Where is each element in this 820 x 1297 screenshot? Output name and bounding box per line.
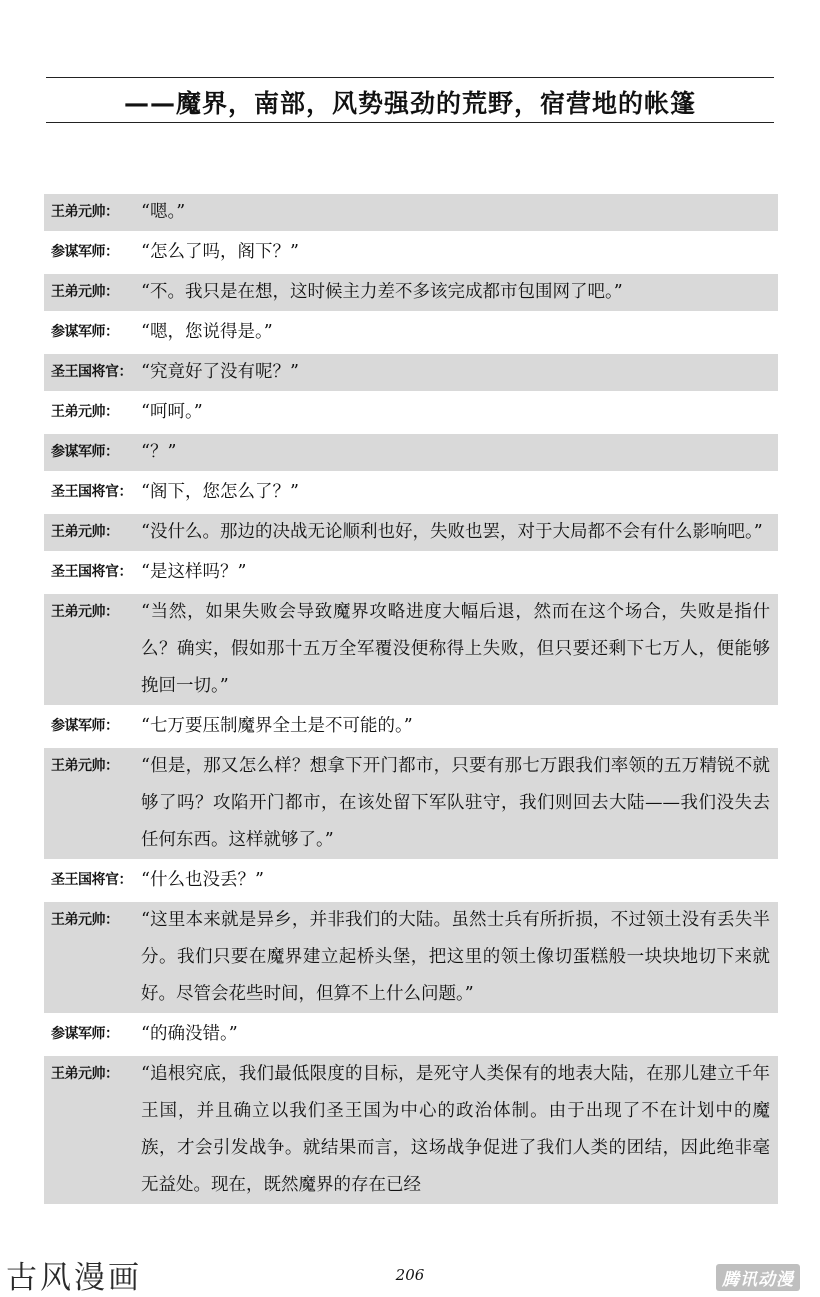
speaker-label: 王弟元帅： [51, 604, 119, 620]
dialogue-text: “阁下，您怎么了？” [141, 482, 299, 502]
dialogue-text: “追根究底，我们最低限度的目标，是死守人类保有的地表大陆，在那儿建立千年王国，并且确立以我们圣王国为中心的政治体制。由于出现了不在计划中的魔族，才会引发战争。就结果而言，这场战争促进了我们人类的团结，因此绝非毫无益处。现在，既然魔界的存在已经 [141, 1064, 770, 1195]
speaker-label: 王弟元帅： [51, 1066, 119, 1082]
dialogue-text: “但是，那又怎么样？想拿下开门都市，只要有那七万跟我们率领的五万精锐不就够了吗？攻陷开门都市，在该处留下军队驻守，我们则回去大陆——我们没失去任何东西。这样就够了。” [141, 756, 770, 850]
dialogue-row [44, 394, 778, 431]
speaker-label: 圣王国将官： [51, 484, 132, 500]
dialogue-row [44, 708, 778, 745]
speaker-label: 参谋军师： [51, 1026, 119, 1042]
dialogue-text: “呵呵。” [141, 402, 203, 422]
dialogue-text: “嗯，您说得是。” [141, 322, 273, 342]
dialogue-row [44, 594, 778, 705]
dialogue-text: “这里本来就是异乡，并非我们的大陆。虽然士兵有所折损，不过领土没有丢失半分。我们只要在魔界建立起桥头堡，把这里的领土像切蛋糕般一块块地切下来就好。尽管会花些时间，但算不上什么问题。” [141, 910, 770, 1004]
dialogue-row [44, 354, 778, 391]
dialogue-row [44, 314, 778, 351]
speaker-label: 参谋军师： [51, 324, 119, 340]
dialogue-row [44, 514, 778, 551]
dialogue-text: “嗯。” [141, 202, 186, 222]
dialogue-row [44, 194, 778, 231]
speaker-label: 王弟元帅： [51, 524, 119, 540]
speaker-label: 参谋军师： [51, 244, 119, 260]
dialogue-row [44, 902, 778, 1013]
dialogue-row [44, 234, 778, 271]
dialogue-row [44, 474, 778, 511]
speaker-label: 王弟元帅： [51, 284, 119, 300]
speaker-label: 圣王国将官： [51, 872, 132, 888]
watermark-logo-right: 腾讯动漫 [716, 1264, 800, 1291]
dialogue-row [44, 748, 778, 859]
dialogue-row [44, 554, 778, 591]
page-number: 206 [395, 1266, 425, 1284]
speaker-label: 王弟元帅： [51, 204, 119, 220]
dialogue-list [44, 194, 778, 1207]
speaker-label: 圣王国将官： [51, 564, 132, 580]
dialogue-text: “七万要压制魔界全土是不可能的。” [141, 716, 413, 736]
dialogue-text: “究竟好了没有呢？” [141, 362, 299, 382]
dialogue-text: “的确没错。” [141, 1024, 238, 1044]
speaker-label: 参谋军师： [51, 718, 119, 734]
dialogue-text: “是这样吗？” [141, 562, 247, 582]
speaker-label: 王弟元帅： [51, 758, 119, 774]
speaker-label: 王弟元帅： [51, 912, 119, 928]
dialogue-text: “什么也没丢？” [141, 870, 264, 890]
dialogue-text: “？” [141, 442, 177, 462]
dialogue-row [44, 434, 778, 471]
dialogue-row [44, 274, 778, 311]
dialogue-row [44, 1056, 778, 1204]
dialogue-text: “不。我只是在想，这时候主力差不多该完成都市包围网了吧。” [141, 282, 623, 302]
heading-rule [46, 122, 774, 123]
dialogue-text: “没什么。那边的决战无论顺利也好，失败也罢，对于大局都不会有什么影响吧。” [141, 522, 763, 542]
dialogue-row [44, 862, 778, 899]
dialogue-row [44, 1016, 778, 1053]
dialogue-text: “当然，如果失败会导致魔界攻略进度大幅后退，然而在这个场合，失败是指什么？确实，假如那十五万全军覆没便称得上失败，但只要还剩下七万人，便能够挽回一切。” [141, 602, 770, 696]
watermark-logo-left: 古风漫画 [6, 1260, 142, 1296]
top-rule [46, 77, 774, 78]
speaker-label: 参谋军师： [51, 444, 119, 460]
chapter-heading: ——魔界，南部，风势强劲的荒野，宿营地的帐篷 [123, 89, 696, 118]
speaker-label: 王弟元帅： [51, 404, 119, 420]
speaker-label: 圣王国将官： [51, 364, 132, 380]
dialogue-text: “怎么了吗，阁下？” [141, 242, 299, 262]
